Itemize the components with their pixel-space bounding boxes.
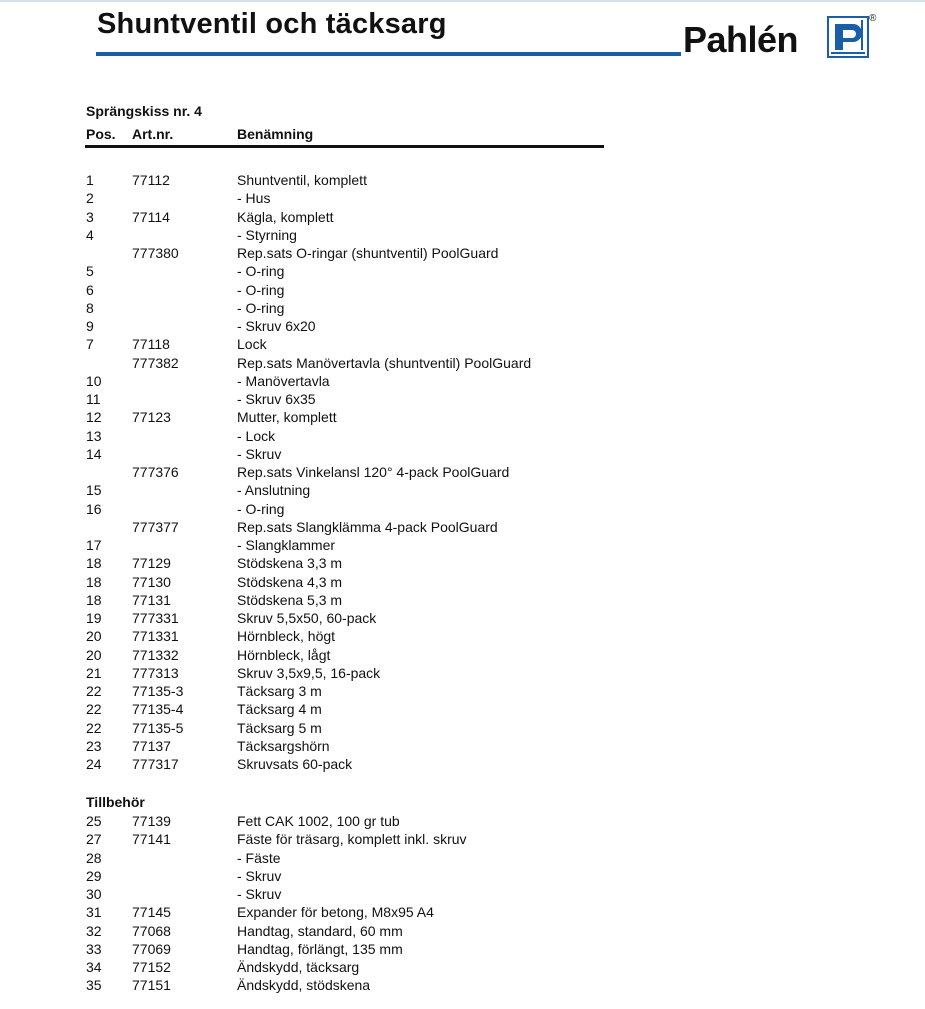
table-row	[0, 940, 925, 958]
row-art-nr: 77135-5	[132, 719, 184, 736]
row-art-nr: 771332	[132, 646, 179, 663]
row-name: - Anslutning	[237, 482, 311, 499]
row-name: - O-ring	[237, 263, 285, 280]
row-name: - O-ring	[237, 299, 285, 316]
table-row	[0, 812, 925, 830]
row-name: Hörnbleck, högt	[237, 628, 336, 645]
table-row	[0, 372, 925, 390]
row-art-nr: 777317	[132, 756, 179, 772]
column-header-pos: Pos.	[86, 126, 116, 142]
row-name: Täcksargshörn	[237, 737, 330, 754]
row-art-nr: 77145	[132, 904, 171, 921]
row-pos: 27	[86, 831, 102, 848]
row-name: Skruvsats 60-pack	[237, 756, 353, 772]
row-pos: 35	[86, 977, 102, 994]
row-pos: 14	[86, 445, 102, 462]
row-art-nr: 777377	[132, 518, 179, 535]
row-name: Kägla, komplett	[237, 208, 334, 225]
row-name: Fäste för träsarg, komplett inkl. skruv	[237, 831, 467, 848]
row-pos: 2	[86, 190, 94, 207]
row-name: Expander för betong, M8x95 A4	[237, 904, 434, 921]
row-pos: 28	[86, 849, 102, 866]
accessories-list	[0, 812, 925, 995]
row-pos: 18	[86, 555, 102, 572]
row-art-nr: 777380	[132, 245, 179, 261]
row-pos: 15	[86, 482, 102, 499]
top-border-line	[0, 0, 925, 2]
table-row	[0, 244, 925, 262]
row-pos: 23	[86, 737, 102, 754]
row-name: Rep.sats O-ringar (shuntventil) PoolGuard	[237, 245, 499, 261]
row-name: - Hus	[237, 190, 271, 207]
row-pos: 13	[86, 427, 102, 444]
row-name: Skruv 3,5x9,5, 16-pack	[237, 664, 381, 681]
row-name: Täcksarg 4 m	[237, 701, 322, 718]
row-name: - Skruv	[237, 886, 282, 902]
table-row	[0, 755, 925, 773]
row-pos: 22	[86, 719, 102, 736]
row-name: - O-ring	[237, 500, 285, 517]
row-name: Rep.sats Slangklämma 4-pack PoolGuard	[237, 518, 498, 535]
row-art-nr: 77129	[132, 555, 171, 572]
row-pos: 34	[86, 959, 102, 975]
row-art-nr: 77135-3	[132, 683, 184, 699]
row-pos: 17	[86, 537, 102, 553]
row-pos: 16	[86, 500, 102, 517]
row-pos: 32	[86, 922, 102, 939]
row-pos: 22	[86, 701, 102, 718]
row-pos: 4	[86, 226, 94, 243]
row-art-nr: 77139	[132, 813, 171, 829]
row-art-nr: 77135-4	[132, 701, 184, 718]
table-row	[0, 390, 925, 408]
table-row	[0, 171, 925, 189]
row-pos: 33	[86, 940, 102, 957]
row-name: - Lock	[237, 427, 276, 444]
table-row	[0, 591, 925, 609]
table-row	[0, 719, 925, 737]
table-row	[0, 609, 925, 627]
table-row	[0, 189, 925, 207]
table-row	[0, 354, 925, 372]
row-pos: 10	[86, 372, 102, 389]
table-row	[0, 481, 925, 499]
row-art-nr: 777331	[132, 610, 179, 626]
row-art-nr: 77131	[132, 591, 171, 608]
row-art-nr: 77114	[132, 208, 170, 225]
row-name: Handtag, förlängt, 135 mm	[237, 940, 403, 957]
column-header-art: Art.nr.	[132, 126, 174, 142]
accessories-heading: Tillbehör	[86, 794, 145, 810]
table-row	[0, 500, 925, 518]
table-row	[0, 208, 925, 226]
row-name: Täcksarg 5 m	[237, 719, 322, 736]
row-pos: 30	[86, 886, 102, 902]
table-row	[0, 573, 925, 591]
row-pos: 25	[86, 813, 102, 829]
row-pos: 24	[86, 756, 102, 772]
table-row	[0, 627, 925, 645]
row-name: - Skruv 6x35	[237, 391, 316, 407]
table-row	[0, 958, 925, 976]
table-row	[0, 664, 925, 682]
table-row	[0, 281, 925, 299]
table-row	[0, 737, 925, 755]
table-row	[0, 299, 925, 317]
row-art-nr: 77069	[132, 940, 171, 957]
row-pos: 20	[86, 628, 102, 645]
title-underline	[96, 52, 681, 56]
column-header-name: Benämning	[237, 126, 314, 142]
parts-list	[0, 171, 925, 773]
table-row	[0, 849, 925, 867]
row-name: Ändskydd, täcksarg	[237, 959, 360, 975]
table-row	[0, 262, 925, 280]
table-row	[0, 682, 925, 700]
pahlen-logo-icon	[827, 16, 869, 58]
row-name: - Skruv 6x20	[237, 318, 316, 334]
row-name: Täcksarg 3 m	[237, 683, 322, 699]
table-row	[0, 445, 925, 463]
row-name: Fett CAK 1002, 100 gr tub	[237, 813, 400, 829]
row-pos: 6	[86, 281, 94, 298]
table-row	[0, 335, 925, 353]
row-pos: 22	[86, 683, 102, 699]
row-art-nr: 77141	[132, 831, 171, 848]
row-art-nr: 777313	[132, 664, 179, 681]
row-art-nr: 77068	[132, 922, 171, 939]
row-name: - Skruv	[237, 445, 282, 462]
row-pos: 19	[86, 610, 102, 626]
row-pos: 8	[86, 299, 94, 316]
row-name: - O-ring	[237, 281, 285, 298]
row-pos: 29	[86, 867, 102, 884]
row-name: Ändskydd, stödskena	[237, 977, 371, 994]
row-name: - Skruv	[237, 867, 282, 884]
row-pos: 11	[86, 391, 101, 407]
row-pos: 20	[86, 646, 102, 663]
row-name: Mutter, komplett	[237, 409, 337, 426]
table-row	[0, 554, 925, 572]
row-name: Shuntventil, komplett	[237, 172, 367, 188]
table-row	[0, 903, 925, 921]
row-art-nr: 77118	[132, 336, 170, 353]
row-pos: 21	[86, 664, 102, 681]
row-art-nr: 77137	[132, 737, 171, 754]
row-art-nr: 77130	[132, 573, 171, 590]
table-row	[0, 867, 925, 885]
row-art-nr: 771331	[132, 628, 179, 645]
row-name: - Slangklammer	[237, 537, 336, 553]
row-pos: 5	[86, 263, 94, 280]
row-pos: 9	[86, 318, 94, 334]
table-row	[0, 830, 925, 848]
table-row	[0, 427, 925, 445]
row-name: Lock	[237, 336, 267, 353]
row-art-nr: 77151	[132, 977, 171, 994]
subtitle: Sprängskiss nr. 4	[86, 103, 202, 119]
row-name: Skruv 5,5x50, 60-pack	[237, 610, 377, 626]
table-row	[0, 408, 925, 426]
table-row	[0, 976, 925, 994]
row-art-nr: 77123	[132, 409, 171, 426]
row-pos: 31	[86, 904, 102, 921]
page-title: Shuntventil och täcksarg	[97, 8, 447, 40]
table-row	[0, 922, 925, 940]
table-row	[0, 226, 925, 244]
table-row	[0, 700, 925, 718]
table-row	[0, 518, 925, 536]
table-row	[0, 317, 925, 335]
header-divider	[85, 145, 604, 148]
row-pos: 3	[86, 208, 94, 225]
row-name: Rep.sats Vinkelansl 120° 4-pack PoolGuard	[237, 464, 510, 480]
row-pos: 7	[86, 336, 94, 353]
row-name: Stödskena 4,3 m	[237, 573, 343, 590]
row-pos: 1	[86, 172, 94, 188]
row-art-nr: 777376	[132, 464, 179, 480]
registered-mark: ®	[869, 13, 877, 24]
row-art-nr: 77112	[132, 172, 170, 188]
table-row	[0, 885, 925, 903]
row-pos: 18	[86, 591, 102, 608]
table-row	[0, 646, 925, 664]
row-name: - Manövertavla	[237, 372, 330, 389]
row-name: Stödskena 5,3 m	[237, 591, 343, 608]
row-pos: 18	[86, 573, 102, 590]
row-name: Handtag, standard, 60 mm	[237, 922, 403, 939]
table-row	[0, 463, 925, 481]
table-row	[0, 536, 925, 554]
row-name: - Styrning	[237, 226, 297, 243]
row-art-nr: 777382	[132, 354, 179, 371]
brand-name: Pahlén	[683, 19, 799, 60]
row-art-nr: 77152	[132, 959, 171, 975]
row-name: - Fäste	[237, 849, 281, 866]
row-name: Rep.sats Manövertavla (shuntventil) PoolGuard	[237, 354, 532, 371]
row-name: Hörnbleck, lågt	[237, 646, 331, 663]
row-pos: 12	[86, 409, 102, 426]
row-name: Stödskena 3,3 m	[237, 555, 343, 572]
